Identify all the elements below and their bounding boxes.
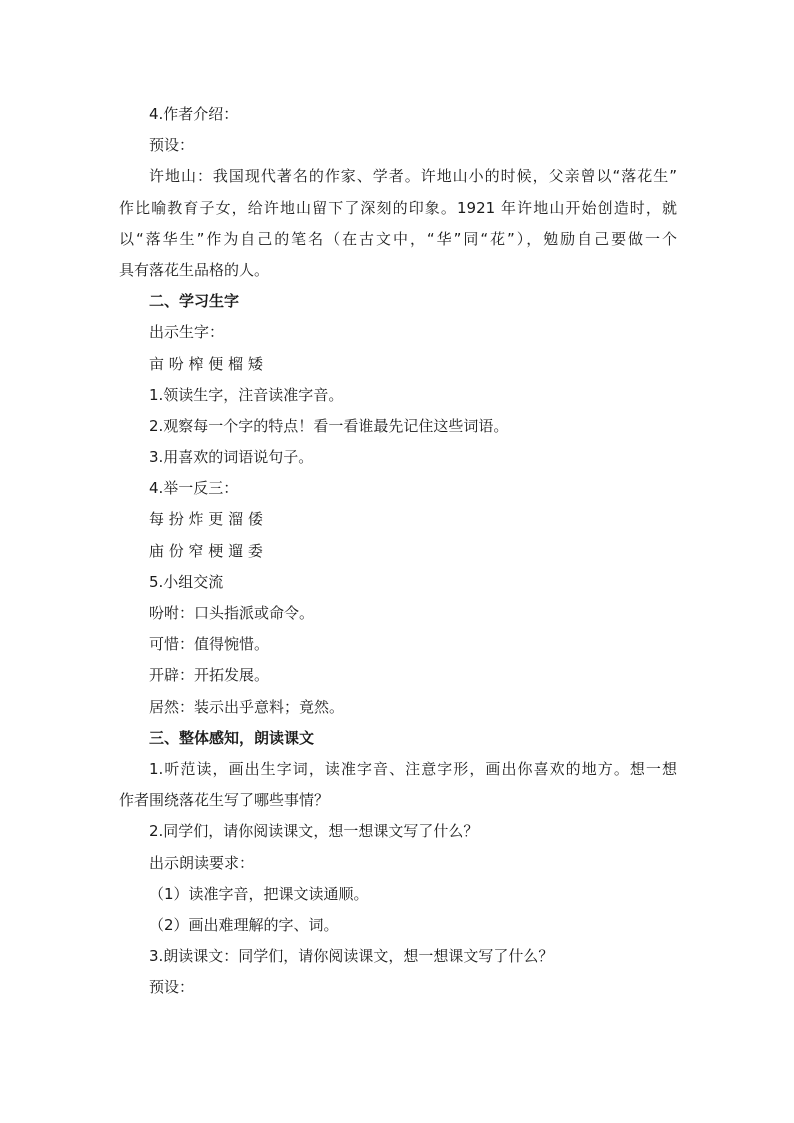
reading-requirement-2: （2）画出难理解的字、词。	[149, 915, 339, 934]
step-2-text: 2.观察每一个字的特点！看一看谁最先记住这些词语。	[149, 416, 509, 435]
definition-kexi: 可惜：值得惋惜。	[149, 635, 270, 654]
analogy-characters-row-2: 庙 份 窄 梗 遛 委	[149, 541, 263, 560]
section-heading-new-characters: 二、学习生字	[149, 292, 240, 311]
reading-step-1-line-2: 作者围绕落花生写了哪些事情？	[119, 791, 330, 810]
author-intro-heading: 4.作者介绍：	[149, 105, 239, 123]
reading-step-1-line-1: 1.听范读，画出生字词，读准字音、注意字形，画出你喜欢的地方。想一想	[149, 759, 677, 778]
step-3-text: 3.用喜欢的词语说句子。	[149, 448, 314, 467]
definition-fenfu: 吩咐：口头指派或命令。	[149, 604, 315, 622]
author-paragraph-line-2: 作比喻教育子女，给许地山留下了深刻的印象。1921 年许地山开始创造时，就	[119, 198, 677, 217]
step-5-text: 5.小组交流	[149, 572, 224, 591]
step-4-text: 4.举一反三：	[149, 479, 239, 498]
reading-step-3-text: 3.朗读课文：同学们，请你阅读课文，想一想课文写了什么？	[149, 947, 554, 966]
definition-juran: 居然：装示出乎意料；竟然。	[149, 697, 345, 716]
show-characters-label: 出示生字：	[149, 323, 225, 342]
document-body	[119, 99, 677, 1003]
author-paragraph-line-3: 以“落华生”作为自己的笔名（在古文中，“华”同“花”），勉励自己要做一个	[119, 229, 677, 248]
reading-requirement-1: （1）读准字音，把课文读通顺。	[149, 884, 369, 903]
author-paragraph-line-4: 具有落花生品格的人。	[119, 260, 270, 279]
definition-kaipi: 开辟：开拓发展。	[149, 666, 270, 685]
reading-step-2-text: 2.同学们，请你阅读课文，想一想课文写了什么？	[149, 822, 479, 841]
author-paragraph-line-1: 许地山：我国现代著名的作家、学者。许地山小的时候，父亲曾以“落花生”	[149, 167, 677, 186]
reading-requirements-label: 出示朗读要求：	[149, 853, 255, 872]
preset-label-2: 预设：	[149, 978, 195, 997]
new-characters-list: 亩 吩 榨 便 榴 矮	[149, 354, 263, 373]
section-heading-reading: 三、整体感知，朗读课文	[149, 728, 315, 747]
preset-label: 预设：	[149, 136, 195, 155]
step-1-text: 1.领读生字，注音读准字音。	[149, 385, 344, 404]
analogy-characters-row-1: 每 扮 炸 更 溜 倭	[149, 510, 263, 529]
